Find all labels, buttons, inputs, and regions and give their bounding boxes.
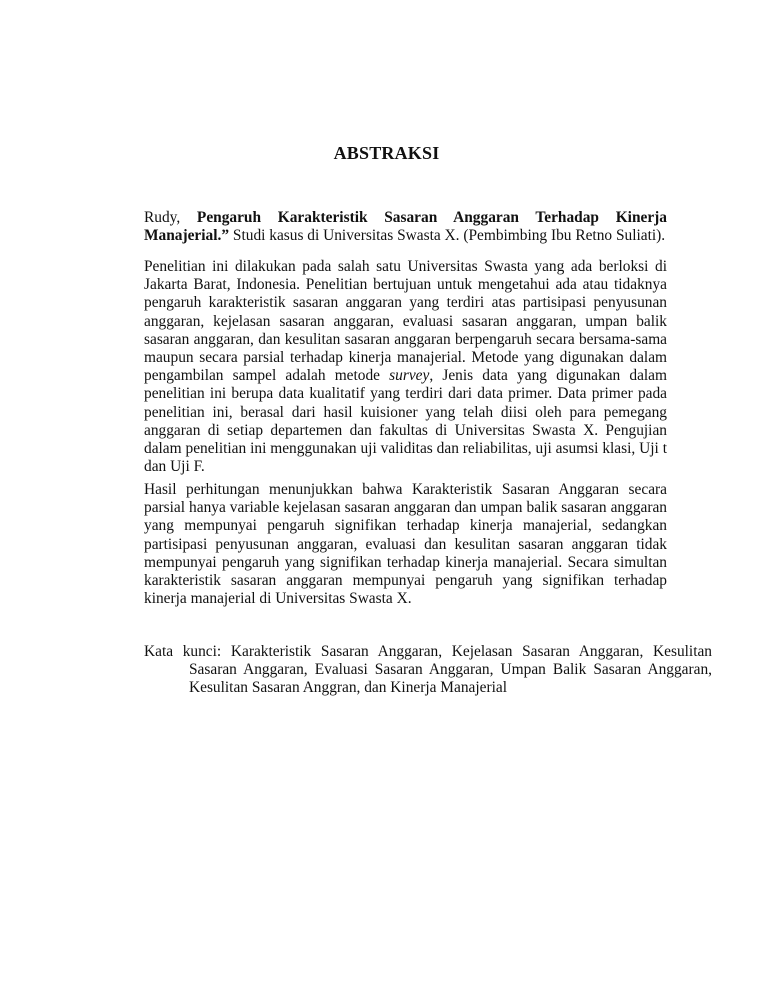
paragraph1-text-a: Penelitian ini dilakukan pada salah satu Universitas Swasta yang ada berloksi di Jakarta Barat, Indonesia. Penelitian bertujuan untuk mengetahui ada atau tidaknya pengaruh karakteristik sasaran anggaran yang terdiri atas partisipasi penyusunan anggaran, kejelasan sasaran anggaran, evaluasi sasaran anggaran, umpan balik sasaran anggaran, dan kesulitan sasaran anggaran berpengaruh secara bersama-sama maupun secara parsial terhadap kinerja manajerial. Metode yang digunakan dalam pengambilan sampel adalah metode	[144, 258, 667, 385]
keywords-paragraph	[144, 643, 712, 698]
keywords-label: Kata kunci:	[144, 643, 231, 660]
citation-title: Pengaruh Karakteristik Sasaran Anggaran Terhadap Kinerja Manajerial.”	[144, 209, 667, 245]
keywords-list: Karakteristik Sasaran Anggaran, Kejelasan Sasaran Anggaran, Kesulitan Sasaran Anggaran, Evaluasi Sasaran Anggaran, Umpan Balik Sasaran Anggaran, Kesulitan Sasaran Anggran, dan Kinerja Manajerial	[189, 643, 712, 697]
citation-paragraph	[144, 209, 667, 245]
abstract-paragraph-2: Hasil perhitungan menunjukkan bahwa Karakteristik Sasaran Anggaran secara parsial hanya variable kejelasan sasaran anggaran dan umpan balik sasaran anggaran yang mempunyai pengaruh signifikan terhadap kinerja manajerial, sedangkan partisipasi penyusunan anggaran, evaluasi dan kesulitan sasaran anggaran tidak mempunyai pengaruh yang signifikan terhadap kinerja manajerial. Secara simultan karakteristik sasaran anggaran mempunyai pengaruh yang signifikan terhadap kinerja manajerial di Universitas Swasta X.	[144, 481, 667, 608]
citation-author: Rudy,	[144, 209, 197, 226]
paragraph1-italic-term: survey	[389, 367, 430, 385]
paragraph1-text-b: , Jenis data yang digunakan dalam penelitian ini berupa data kualitatif yang terdiri dari data primer. Data primer pada penelitian ini, berasal dari hasil kuisioner yang telah diisi oleh para pemegang anggaran di setiap departemen dan fakultas di Universitas Swasta X. Pengujian dalam penelitian ini menggunakan uji validitas dan reliabilitas, uji asumsi klasi, Uji t dan Uji F.	[144, 367, 667, 476]
page-title: ABSTRAKSI	[333, 143, 440, 163]
abstract-paragraph-1	[144, 258, 667, 476]
citation-details: Studi kasus di Universitas Swasta X. (Pembimbing Ibu Retno Suliati).	[229, 227, 666, 245]
